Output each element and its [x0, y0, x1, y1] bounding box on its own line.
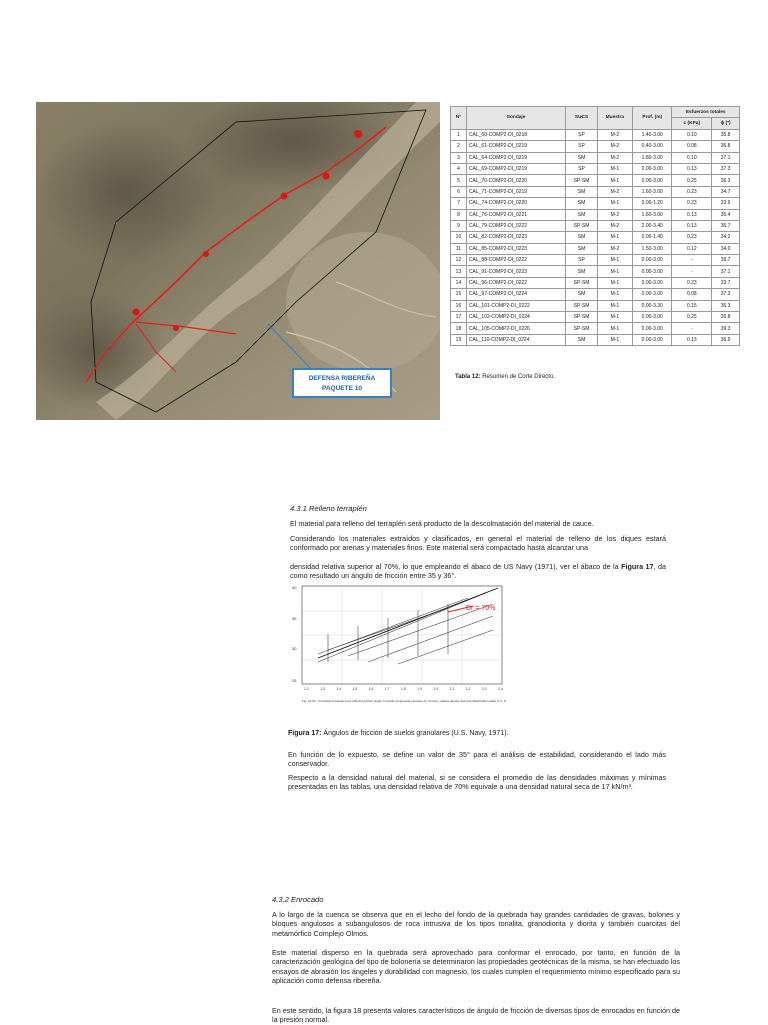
col-header-prof: Prof. (m) — [633, 107, 672, 130]
table-cell: CAL_82-COMP2-DI_0223 — [466, 232, 565, 243]
table-cell: SM — [566, 243, 597, 254]
table-cell: CAL_61-COMP2-DI_0219 — [466, 141, 565, 152]
table-cell: - — [672, 266, 712, 277]
table-cell: M-1 — [597, 175, 632, 186]
table-row — [451, 266, 740, 277]
table-body — [451, 129, 740, 345]
table-cell: 3 — [451, 152, 467, 163]
paragraph-relleno-3a: densidad relativa superior al 70%, lo que empleando el ábaco de US Navy (1971), ver el ábaco de la — [290, 562, 619, 571]
table-cell: SP-SM — [566, 312, 597, 323]
chart-small-caption: Fig. 10-56 · Correlations between the effective friction angle in triaxial compression and the dry density, relative density and soil classification (after U.S. Navy, 1971). — [302, 699, 506, 703]
table-cell: 2.00-3.40 — [633, 220, 672, 231]
table-cell: 1.60-3.00 — [633, 186, 672, 197]
table-cell: 0.23 — [672, 232, 712, 243]
table-cell: 0.23 — [672, 186, 712, 197]
table-cell: SM — [566, 209, 597, 220]
table-cell: SP — [566, 141, 597, 152]
table-cell: 0.10 — [672, 152, 712, 163]
paragraph-relleno-5: Respecto a la densidad natural del material, si se considera el promedio de las densidades máximas y mínimas presentadas en las tablas, una densidad relativa de 70% equivale a una densidad natural seca de 17 kN/m³. — [288, 773, 666, 792]
paragraph-enrocado-2: Este material disperso en la quebrada será aprovechado para conformar el enrocado, por tanto, en función de la caracterización geológica del tipo de bolonería se determinaron las propiedades geotécnicas de la misma, se han efectuado los ensayos de abrasión los ángeles y durabilidad con magnesio, los cuales cumplen el requerimiento mínimo especificado para su aplicación como defensa ribereña. — [272, 948, 680, 986]
x-tick-label: 2.2 — [465, 687, 471, 691]
x-tick-label: 1.6 — [368, 687, 374, 691]
table-cell: M-2 — [597, 141, 632, 152]
col-header-sondaje: Sondaje — [466, 107, 565, 130]
table-cell: SM — [566, 266, 597, 277]
col-header-phi: ϕ (°) — [712, 118, 740, 129]
table-cell: 36.7 — [712, 220, 740, 231]
paragraph-relleno-4: En función de lo expuesto, se define un valor de 35° para el análisis de estabilidad, considerando el lado más conservador. — [288, 750, 666, 769]
table-cell: 19 — [451, 334, 467, 345]
table-cell: CAL_70-COMP2-DI_0220 — [466, 175, 565, 186]
table-row — [451, 220, 740, 231]
table-cell: CAL_110-COMP2-DI_0224 — [466, 334, 565, 345]
table-cell: 0.13 — [672, 163, 712, 174]
table-cell: 0.40-3.00 — [633, 141, 672, 152]
x-tick-label: 1.4 — [336, 687, 342, 691]
table-cell: 2 — [451, 141, 467, 152]
table-cell: CAL_79-COMP2-DI_0222 — [466, 220, 565, 231]
table-cell: 1.80-3.00 — [633, 152, 672, 163]
x-tick-label: 2.3 — [481, 687, 487, 691]
table-cell: CAL_96-COMP2-DI_0222 — [466, 277, 565, 288]
table-cell: 35.8 — [712, 129, 740, 140]
table-row — [451, 323, 740, 334]
table-cell: M-2 — [597, 243, 632, 254]
section-heading-4-3-2: 4.3.2 Enrocado — [272, 895, 324, 904]
figure-17-label: Figura 17: — [288, 730, 322, 737]
col-header-muestra: Muestra — [597, 107, 632, 130]
table-cell: CAL_91-COMP2-DI_0223 — [466, 266, 565, 277]
table-cell: 0.25 — [672, 175, 712, 186]
table-cell: 0.00-3.30 — [633, 300, 672, 311]
table-row — [451, 129, 740, 140]
y-tick-label: 35 — [292, 616, 297, 621]
table-cell: M-1 — [597, 266, 632, 277]
table-cell: CAL_101-COMP2-DI_0222 — [466, 300, 565, 311]
table-cell: 0.00-3.00 — [633, 289, 672, 300]
table-cell: M-1 — [597, 277, 632, 288]
friction-angle-chart — [288, 584, 506, 710]
table-cell: SP — [566, 255, 597, 266]
table-cell: CAL_105-COMP2-DI_0226 — [466, 323, 565, 334]
table-cell: SM — [566, 289, 597, 300]
x-tick-label: 2.1 — [449, 687, 455, 691]
table-cell: 0.12 — [672, 243, 712, 254]
table-cell: 0.00-3.00 — [633, 175, 672, 186]
y-tick-labels — [292, 585, 297, 683]
table-cell: SP — [566, 129, 597, 140]
x-tick-labels — [304, 687, 503, 691]
table-row — [451, 163, 740, 174]
table-cell: 0.00-1.20 — [633, 198, 672, 209]
table-cell: 15 — [451, 289, 467, 300]
table-cell: 8 — [451, 209, 467, 220]
table-cell: 37.3 — [712, 163, 740, 174]
table-cell: M-1 — [597, 323, 632, 334]
table-cell: 34.0 — [712, 243, 740, 254]
table-cell: CAL_85-COMP2-DI_0223 — [466, 243, 565, 254]
x-tick-label: 1.5 — [352, 687, 358, 691]
table-cell: - — [672, 255, 712, 266]
table-cell: M-1 — [597, 300, 632, 311]
table-cell: M-2 — [597, 129, 632, 140]
x-tick-label: 1.2 — [304, 687, 309, 691]
x-tick-label: 1.3 — [320, 687, 325, 691]
table-cell: 33.9 — [712, 198, 740, 209]
table-caption-text: Resumen de Corte Directo. — [482, 374, 555, 380]
table-cell: CAL_97-COMP2-DI_0224 — [466, 289, 565, 300]
table-cell: 0.15 — [672, 300, 712, 311]
table-cell: 39.3 — [712, 323, 740, 334]
table-row — [451, 175, 740, 186]
paragraph-relleno-2: Considerando los materiales extraídos y clasificados, en general el material de relleno de los diques estará conformado por arenas y materiales finos. Este material será compactado hasta alcanzar una — [290, 534, 666, 553]
table-cell: SP-SM — [566, 175, 597, 186]
callout-line-1: DEFENSA RIBEREÑA — [308, 375, 376, 382]
figure-17-text: Ángulos de fricción de suelos granulares (U.S. Navy, 1971). — [323, 730, 509, 737]
table-cell: 13 — [451, 266, 467, 277]
table-cell: 0.00-3.00 — [633, 266, 672, 277]
table-cell: 39.7 — [712, 255, 740, 266]
table-cell: M-1 — [597, 163, 632, 174]
table-cell: 11 — [451, 243, 467, 254]
table-row — [451, 334, 740, 345]
callout-line-2: PAQUETE 10 — [322, 385, 362, 392]
table-cell: SM — [566, 152, 597, 163]
paragraph-enrocado-3: En este sentido, la figura 18 presenta valores característicos de ángulo de fricción de diversos tipos de enrocados en función de la presión normal. — [272, 1006, 680, 1025]
table-cell: 1.50-3.00 — [633, 243, 672, 254]
table-caption — [455, 374, 555, 380]
paragraph-relleno-3 — [290, 562, 666, 581]
paragraph-enrocado-1: A lo largo de la cuenca se observa que en el lecho del fondo de la quebrada hay grandes cantidades de gravas, bolones y bloques angulosos a subangulosos de roca intrusiva de los tipos tonalita, granodiorita y diorita y también cuarcitas del metamórfico Complejo Olmos. — [272, 910, 680, 938]
table-cell: SP-SM — [566, 220, 597, 231]
table-cell: 5 — [451, 175, 467, 186]
table-row — [451, 289, 740, 300]
table-cell: 34.2 — [712, 232, 740, 243]
table-cell: - — [672, 323, 712, 334]
figure-17-ref: Figura 17 — [621, 562, 654, 571]
table-cell: SM — [566, 198, 597, 209]
x-tick-label: 1.8 — [401, 687, 406, 691]
table-cell: CAL_69-COMP2-DI_0219 — [466, 163, 565, 174]
table-cell: CAL_102-COMP2-DI_0224 — [466, 312, 565, 323]
table-cell: M-1 — [597, 334, 632, 345]
x-tick-label: 2.4 — [498, 687, 503, 691]
table-cell: 1.40-3.00 — [633, 129, 672, 140]
table-cell: 0.00-3.00 — [633, 334, 672, 345]
table-cell: 16 — [451, 300, 467, 311]
table-cell: 37.3 — [712, 289, 740, 300]
paragraph-relleno-3c: , da como resultado un ángulo de fricción entre 35 y 36°. — [290, 562, 666, 581]
table-cell: SM — [566, 232, 597, 243]
table-cell: 0.00-3.00 — [633, 255, 672, 266]
table-cell: CAL_88-COMP2-DI_0222 — [466, 255, 565, 266]
table-cell: SP-SM — [566, 300, 597, 311]
table-cell: M-1 — [597, 312, 632, 323]
table-cell: CAL_71-COMP2-DI_0219 — [466, 186, 565, 197]
x-tick-label: 2.0 — [433, 687, 439, 691]
table-cell: 0.13 — [672, 209, 712, 220]
table-cell: 0.13 — [672, 334, 712, 345]
table-cell: 34.7 — [712, 186, 740, 197]
table-cell: 12 — [451, 255, 467, 266]
x-tick-label: 1.7 — [384, 687, 390, 691]
table-cell: 36.8 — [712, 141, 740, 152]
table-cell: CAL_64-COMP2-DI_0219 — [466, 152, 565, 163]
table-cell: SM — [566, 186, 597, 197]
y-tick-label: 25 — [292, 678, 297, 683]
table-cell: 9 — [451, 220, 467, 231]
table-cell: 0.13 — [672, 220, 712, 231]
table-cell: 37.1 — [712, 152, 740, 163]
table-cell: 6 — [451, 186, 467, 197]
col-header-n: N° — [451, 107, 467, 130]
table-cell: M-2 — [597, 152, 632, 163]
y-tick-label: 40 — [292, 585, 297, 590]
table-cell: 10 — [451, 232, 467, 243]
table-row — [451, 141, 740, 152]
col-header-sucs: SUCS — [566, 107, 597, 130]
table-cell: 4 — [451, 163, 467, 174]
table-cell: 36.3 — [712, 300, 740, 311]
table-cell: 0.08 — [672, 289, 712, 300]
table-row — [451, 243, 740, 254]
section-heading-4-3-1: 4.3.1 Relleno terraplén — [290, 504, 367, 513]
table-cell: 17 — [451, 312, 467, 323]
table-cell: 37.1 — [712, 266, 740, 277]
table-cell: M-2 — [597, 220, 632, 231]
table-cell: 35.4 — [712, 209, 740, 220]
table-cell: 0.25 — [672, 312, 712, 323]
table-cell: 35.8 — [712, 312, 740, 323]
table-cell: 0.00-1.40 — [633, 232, 672, 243]
table-cell: SP-SM — [566, 277, 597, 288]
table-cell: 0.10 — [672, 129, 712, 140]
table-caption-label: Tabla 12: — [455, 374, 481, 380]
table-cell: 0.00-3.00 — [633, 312, 672, 323]
table-cell: M-2 — [597, 209, 632, 220]
table-cell: 1 — [451, 129, 467, 140]
table-cell: 36.3 — [712, 175, 740, 186]
table-cell: 0.00-3.00 — [633, 277, 672, 288]
table-cell: M-1 — [597, 255, 632, 266]
table-cell: SM — [566, 334, 597, 345]
table-cell: M-2 — [597, 186, 632, 197]
table-row — [451, 312, 740, 323]
dr-70-annotation: Dr = 70% — [466, 605, 496, 612]
col-header-esfuerzos: Esfuerzos totales — [672, 107, 740, 118]
table-cell: SP-SM — [566, 323, 597, 334]
y-tick-label: 30 — [292, 646, 297, 651]
table-row — [451, 209, 740, 220]
table-row — [451, 300, 740, 311]
table-cell: CAL_76-COMP2-DI_0221 — [466, 209, 565, 220]
table-row — [451, 198, 740, 209]
table-cell: 36.9 — [712, 334, 740, 345]
table-cell: SP — [566, 163, 597, 174]
table-cell: M-1 — [597, 198, 632, 209]
table-cell: 0.08 — [672, 141, 712, 152]
chart-svg — [288, 584, 506, 710]
table-cell: 14 — [451, 277, 467, 288]
table-cell: M-1 — [597, 232, 632, 243]
figure-17-caption — [288, 730, 508, 737]
paragraph-relleno-1: El material para relleno del terraplén será producto de la descolmatación del material de cauce. — [290, 519, 594, 528]
table-cell: 0.00-3.00 — [633, 323, 672, 334]
col-header-c: c (KPa) — [672, 118, 712, 129]
table-cell: 0.23 — [672, 198, 712, 209]
map-callout-label — [292, 368, 392, 398]
table-row — [451, 277, 740, 288]
x-tick-label: 1.9 — [417, 687, 422, 691]
table-cell: 7 — [451, 198, 467, 209]
table-cell: 1.60-3.00 — [633, 209, 672, 220]
table-row — [451, 186, 740, 197]
table-cell: 0.00-3.00 — [633, 163, 672, 174]
table-row — [451, 152, 740, 163]
table-cell: CAL_74-COMP2-DI_0220 — [466, 198, 565, 209]
table-cell: 0.23 — [672, 277, 712, 288]
table-cell: 18 — [451, 323, 467, 334]
table-cell: CAL_60-COMP2-DI_0218 — [466, 129, 565, 140]
table-row — [451, 255, 740, 266]
table-cell: M-1 — [597, 289, 632, 300]
table-cell: 33.7 — [712, 277, 740, 288]
direct-shear-table — [450, 106, 740, 346]
table-row — [451, 232, 740, 243]
